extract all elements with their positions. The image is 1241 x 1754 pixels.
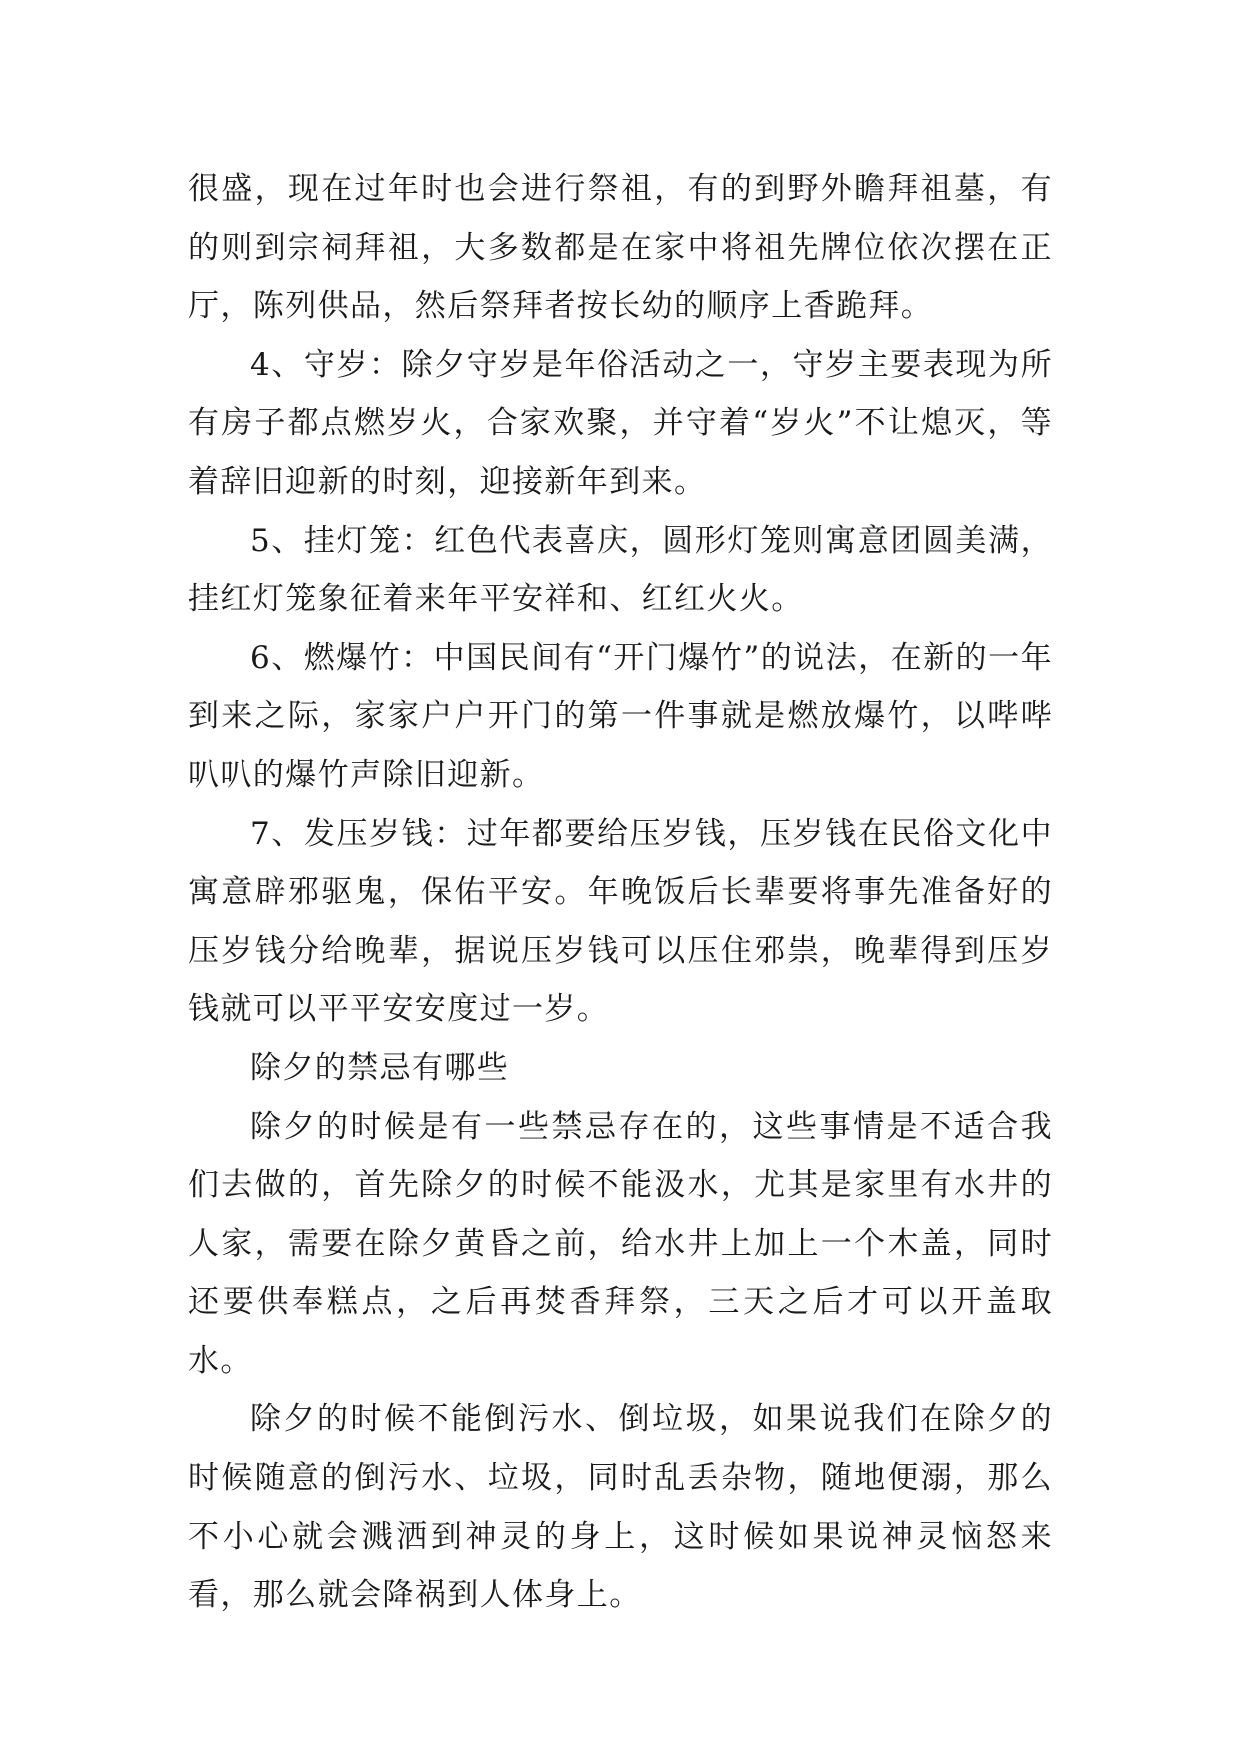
document-body — [188, 160, 1053, 1625]
paragraph-taboo-water: 除夕的时候是有一些禁忌存在的，这些事情是不适合我们去做的，首先除夕的时候不能汲水，尤其是家里有水井的人家，需要在除夕黄昏之前，给水井上加上一个木盖，同时还要供奉糕点，之后再焚香拜祭，三天之后才可以开盖取水。 — [188, 1108, 1053, 1379]
paragraph-taboo-garbage: 除夕的时候不能倒污水、倒垃圾，如果说我们在除夕的时候随意的倒污水、垃圾，同时乱丢杂物，随地便溺，那么不小心就会溅洒到神灵的身上，这时候如果说神灵恼怒来看，那么就会降祸到人体身上。 — [188, 1401, 1053, 1614]
paragraph-ancestor-worship: 很盛，现在过年时也会进行祭祖，有的到野外瞻拜祖墓，有的则到宗祠拜祖，大多数都是在家中将祖先牌位依次摆在正厅，陈列供品，然后祭拜者按长幼的顺序上香跪拜。 — [188, 171, 1053, 325]
paragraph-lanterns: 5、挂灯笼：红色代表喜庆，圆形灯笼则寓意团圆美满，挂红灯笼象征着来年平安祥和、红红火火。 — [188, 522, 1053, 618]
section-heading-taboos: 除夕的禁忌有哪些 — [250, 1049, 510, 1086]
paragraph-shousui: 4、守岁：除夕守岁是年俗活动之一，守岁主要表现为所有房子都点燃岁火，合家欢聚，并守着“岁火”不让熄灭，等着辞旧迎新的时刻，迎接新年到来。 — [188, 346, 1053, 500]
paragraph-lucky-money: 7、发压岁钱：过年都要给压岁钱，压岁钱在民俗文化中寓意辟邪驱鬼，保佑平安。年晚饭后长辈要将事先准备好的压岁钱分给晚辈，据说压岁钱可以压住邪祟，晚辈得到压岁钱就可以平平安安度过一岁。 — [188, 815, 1053, 1028]
paragraph-firecrackers: 6、燃爆竹：中国民间有“开门爆竹”的说法，在新的一年到来之际，家家户户开门的第一件事就是燃放爆竹，以哔哔叭叭的爆竹声除旧迎新。 — [188, 639, 1053, 793]
